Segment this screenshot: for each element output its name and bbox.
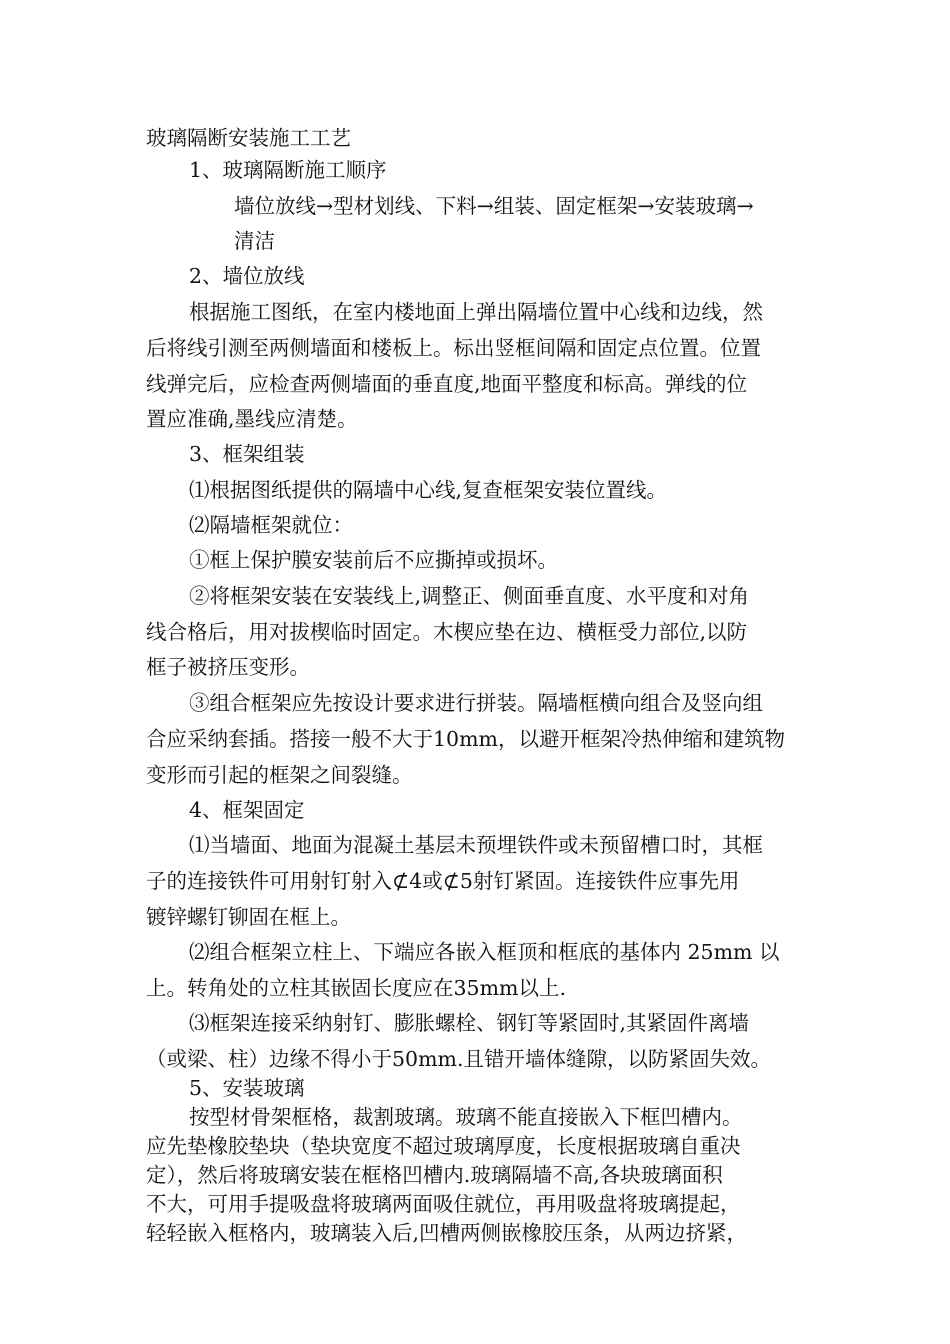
paragraph-line: 后将线引测至两侧墙面和楼板上。标出竖框间隔和固定点位置。位置 bbox=[146, 336, 761, 360]
section-heading-5: 5、安装玻璃 bbox=[189, 1076, 305, 1100]
paragraph-line: ⑴当墙面、地面为混凝土基层未预埋铁件或未预留槽口时，其框 bbox=[189, 833, 763, 857]
paragraph-line: 清洁 bbox=[234, 229, 275, 253]
paragraph-line: ③组合框架应先按设计要求进行拼装。隔墙框横向组合及竖向组 bbox=[189, 691, 763, 715]
paragraph-line: 定），然后将玻璃安装在框格凹槽内.玻璃隔墙不高,各块玻璃面积 bbox=[146, 1163, 723, 1187]
paragraph-line: 子的连接铁件可用射钉射入⊄4或⊄5射钉紧固。连接铁件应事先用 bbox=[146, 869, 740, 893]
paragraph-line: 合应采纳套插。搭接一般不大于10mm，以避开框架冷热伸缩和建筑物 bbox=[146, 727, 785, 751]
paragraph-line: ②将框架安装在安装线上,调整正、侧面垂直度、水平度和对角 bbox=[189, 584, 750, 608]
paragraph-line: 轻轻嵌入框格内，玻璃装入后,凹槽两侧嵌橡胶压条，从两边挤紧， bbox=[146, 1221, 748, 1245]
paragraph-line: 按型材骨架框格，裁割玻璃。玻璃不能直接嵌入下框凹槽内。 bbox=[189, 1105, 743, 1129]
document-title: 玻璃隔断安装施工工艺 bbox=[146, 126, 351, 150]
paragraph-line: 应先垫橡胶垫块（垫块宽度不超过玻璃厚度，长度根据玻璃自重决 bbox=[146, 1134, 741, 1158]
paragraph-line: （或梁、柱）边缘不得小于50mm.且错开墙体缝隙，以防紧固失效。 bbox=[146, 1047, 771, 1071]
paragraph-line: ⑴根据图纸提供的隔墙中心线,复查框架安装位置线。 bbox=[189, 478, 668, 502]
paragraph-line: ①框上保护膜安装前后不应撕掉或损坏。 bbox=[189, 548, 558, 572]
paragraph-line: 上。转角处的立柱其嵌固长度应在35mm以上. bbox=[146, 976, 566, 1000]
paragraph-line: 线弹完后，应检查两侧墙面的垂直度,地面平整度和标高。弹线的位 bbox=[146, 372, 748, 396]
section-heading-1: 1、玻璃隔断施工顺序 bbox=[189, 158, 387, 182]
section-heading-2: 2、墙位放线 bbox=[189, 264, 305, 288]
paragraph-line: 墙位放线→型材划线、下料→组装、固定框架→安装玻璃→ bbox=[234, 194, 754, 218]
section-heading-4: 4、框架固定 bbox=[189, 798, 305, 822]
paragraph-line: 根据施工图纸，在室内楼地面上弹出隔墙位置中心线和边线，然 bbox=[189, 300, 763, 324]
paragraph-line: 置应准确,墨线应清楚。 bbox=[146, 407, 358, 431]
paragraph-line: 变形而引起的框架之间裂缝。 bbox=[146, 763, 413, 787]
paragraph-line: ⑵隔墙框架就位： bbox=[189, 513, 353, 537]
paragraph-line: 镀锌螺钉铆固在框上。 bbox=[146, 905, 351, 929]
paragraph-line: 框子被挤压变形。 bbox=[146, 655, 310, 679]
section-heading-3: 3、框架组装 bbox=[189, 442, 305, 466]
paragraph-line: ⑶框架连接采纳射钉、膨胀螺栓、钢钉等紧固时,其紧固件离墙 bbox=[189, 1011, 750, 1035]
paragraph-line: 线合格后，用对拔楔临时固定。木楔应垫在边、横框受力部位,以防 bbox=[146, 620, 748, 644]
paragraph-line: 不大，可用手提吸盘将玻璃两面吸住就位，再用吸盘将玻璃提起， bbox=[146, 1192, 741, 1216]
paragraph-line: ⑵组合框架立柱上、下端应各嵌入框顶和框底的基体内 25mm 以 bbox=[189, 940, 780, 964]
